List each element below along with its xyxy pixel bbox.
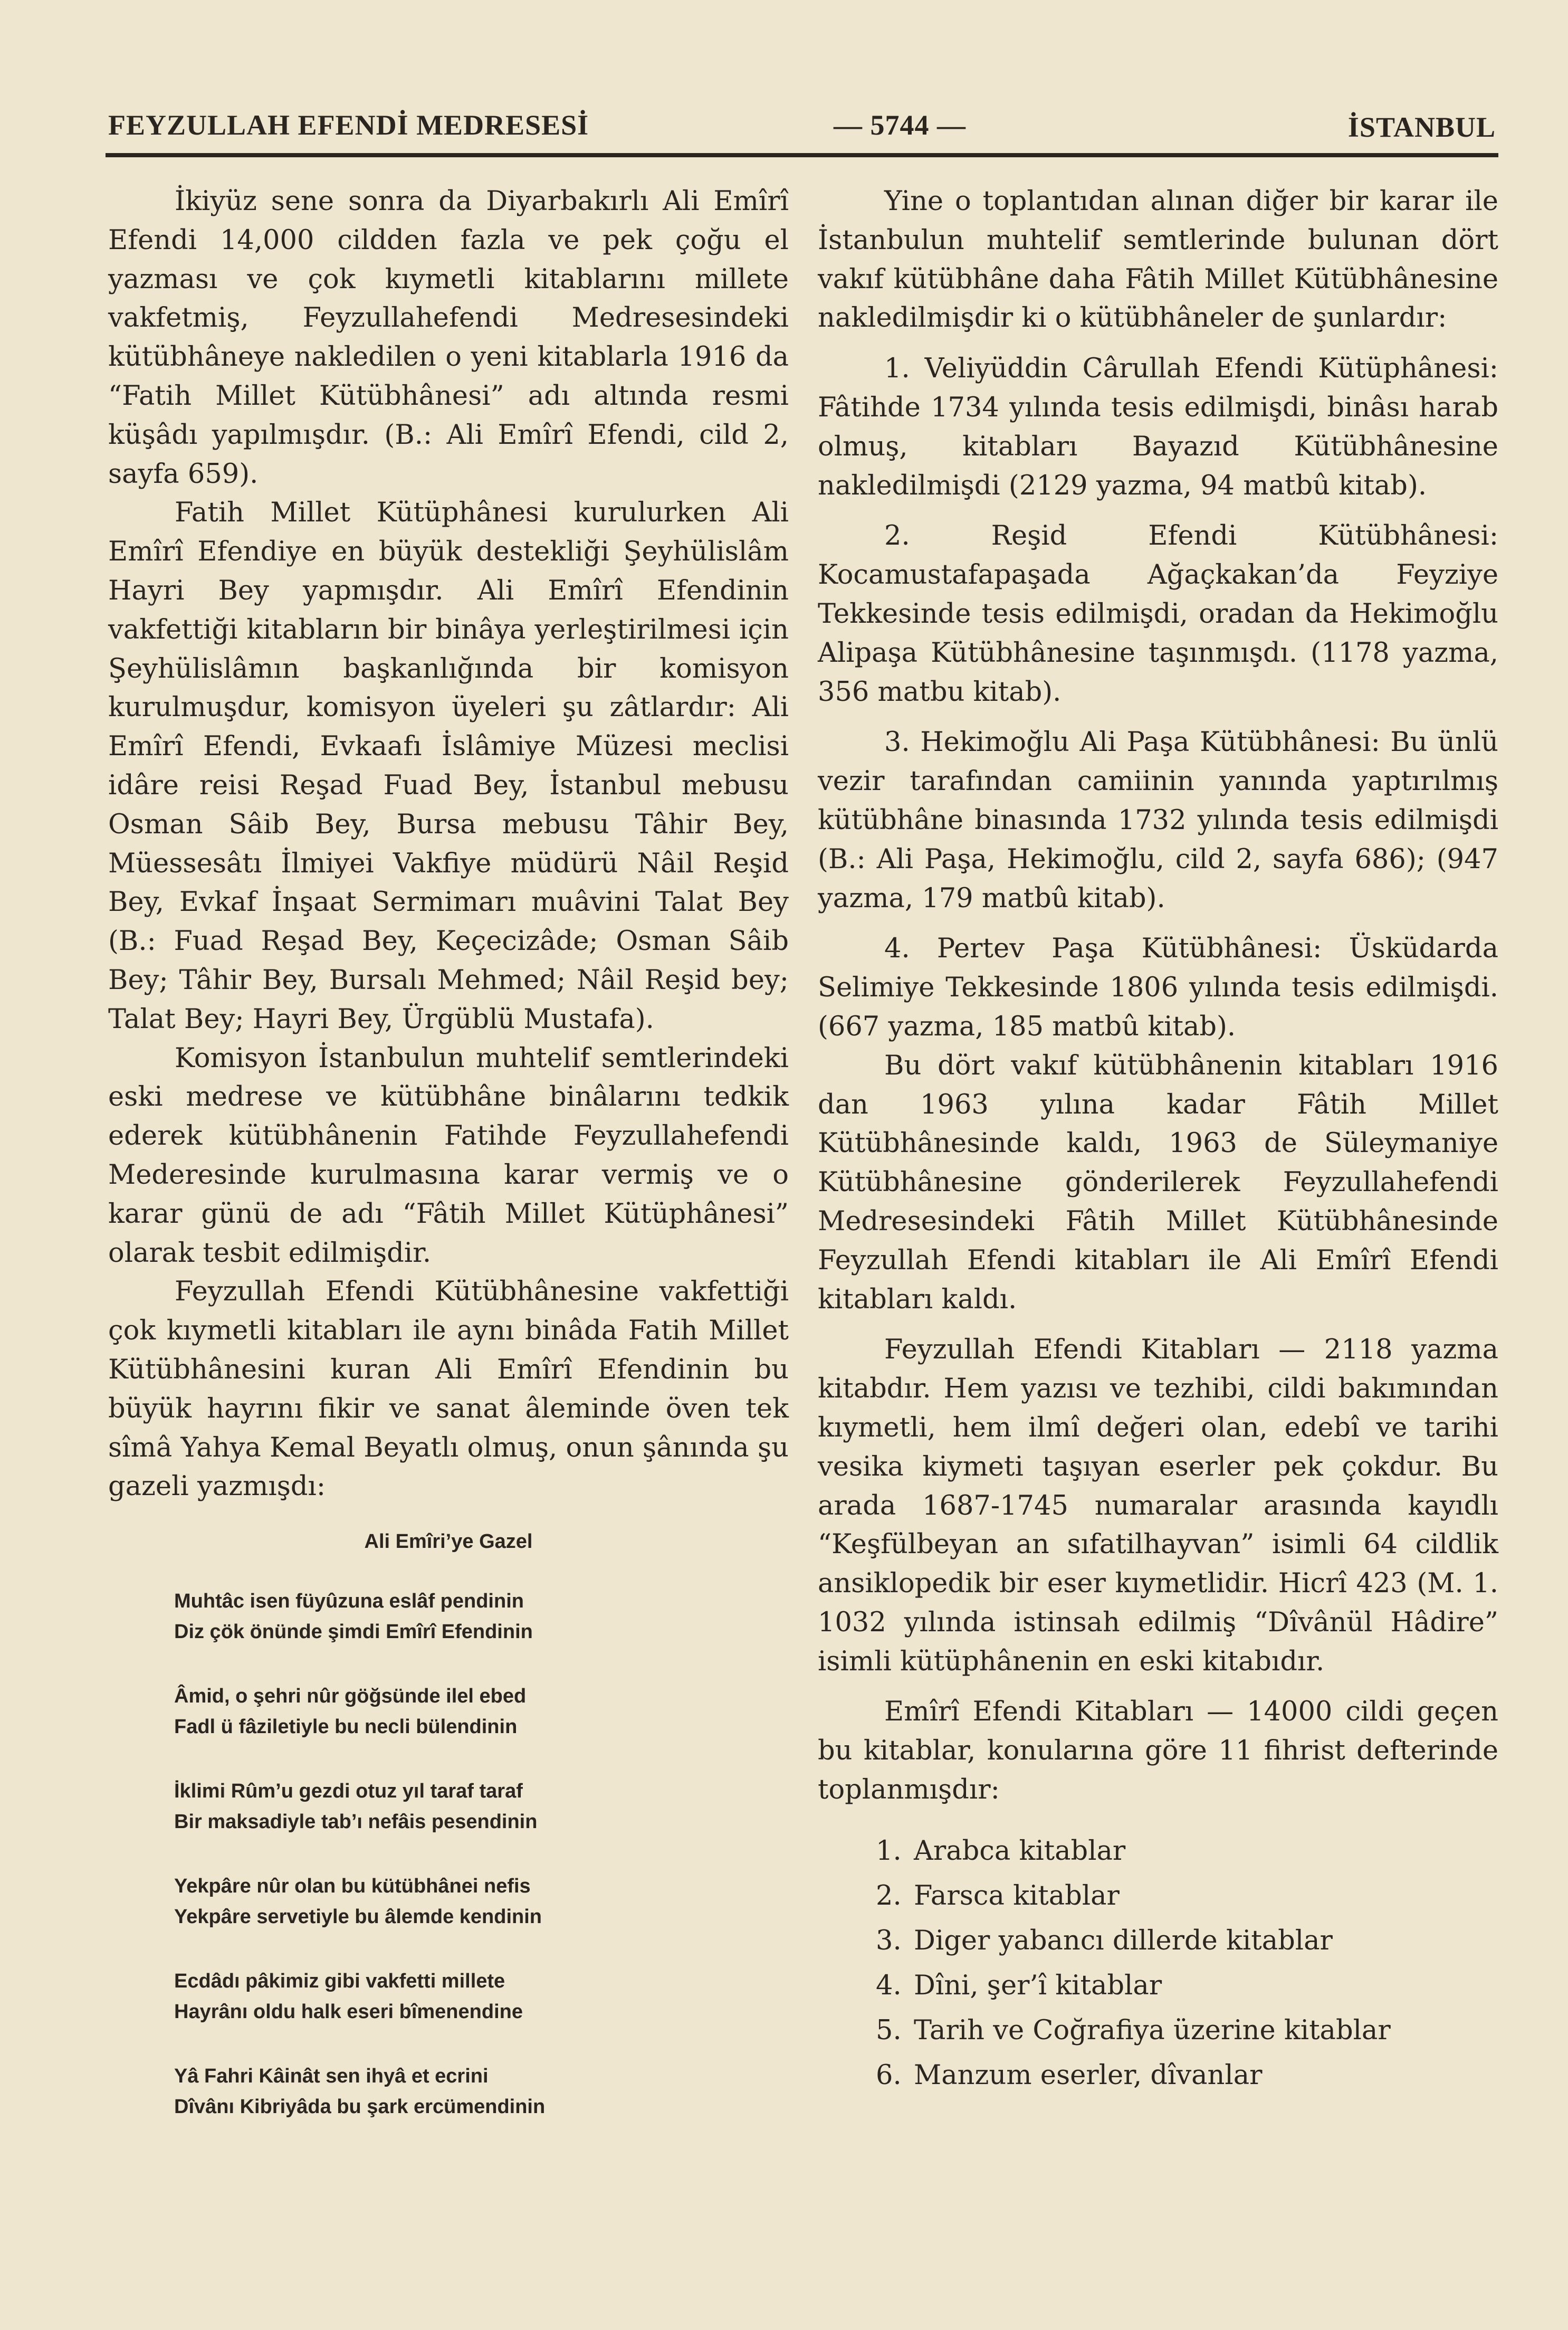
right-column xyxy=(818,182,1498,2098)
header-title: FEYZULLAH EFENDİ MEDRESESİ xyxy=(108,109,589,141)
list-text: Tarih ve Coğrafiya üzerine kitablar xyxy=(914,2014,1391,2046)
verse-line: Hayrânı oldu halk eseri bîmenendine xyxy=(174,2001,523,2023)
paragraph: Bu dört vakıf kütübhânenin kitabları 1916 dan 1963 yılına kadar Fâtih Millet Kütübhânesinde kaldı, 1963 de Süleymaniye Kütübhânesine gönderilerek Feyzullahefendi Medresesindeki Fâtih Millet Kütübhânesinde Feyzullah Efendi kitabları ile Ali Emîrî Efendi kitabları kaldı. xyxy=(818,1050,1498,1315)
list-number: 6. xyxy=(876,2059,902,2091)
verse-line: Fadl ü fâziletiyle bu necli bülendinin xyxy=(174,1716,518,1738)
couplet xyxy=(174,1776,789,1837)
header-rule xyxy=(106,153,1498,157)
poem xyxy=(108,1526,789,2122)
couplet xyxy=(174,1871,789,1932)
list-text: Farsca kitablar xyxy=(914,1880,1120,1911)
verse-line: İklimi Rûm’u gezdi otuz yıl taraf taraf xyxy=(174,1780,523,1803)
list-text: Manzum eserler, dîvanlar xyxy=(914,2059,1263,2091)
list-number: 4. xyxy=(876,1970,902,2001)
paragraph: Feyzullah Efendi Kütübhânesine vakfettiği çok kıymetli kitabları ile aynı binâda Fatih Millet Kütübhânesini kuran Ali Emîrî Efendinin bu büyük hayrını fikir ve sanat âleminde öven tek sîmâ Yahya Kemal Beyatlı olmuş, onun şânında şu gazeli yazmışdı: xyxy=(108,1276,789,1502)
list-item xyxy=(818,1918,1498,1963)
left-column xyxy=(108,182,789,2156)
poem-title: Ali Emîri’ye Gazel xyxy=(364,1530,533,1553)
paragraph: Emîrî Efendi Kitabları — 14000 cildi geçen bu kitablar, konularına göre 11 fihrist defterinde toplanmışdır: xyxy=(818,1696,1498,1806)
couplet xyxy=(174,1966,789,2027)
paragraph: Komisyon İstanbulun muhtelif semtlerindeki eski medrese ve kütübhâne binâlarını tedkik ederek kütübhânenin Fatihde Feyzullahefendi Mederesinde kurulmasına karar vermiş ve o karar günü de adı “Fâtih Millet Kütüphânesi” olarak tesbit edilmişdir. xyxy=(108,1042,789,1269)
verse-line: Ecdâdı pâkimiz gibi vakfetti millete xyxy=(174,1970,505,1993)
list-item xyxy=(818,1963,1498,2008)
library-entry: 4. Pertev Paşa Kütübhânesi: Üsküdarda Selimiye Tekkesinde 1806 yılında tesis edilmişdi. (667 yazma, 185 matbû kitab). xyxy=(818,933,1498,1042)
paragraph: Fatih Millet Kütüphânesi kurulurken Ali Emîrî Efendiye en büyük destekliği Şeyhülislâm Hayri Bey yapmışdır. Ali Emîrî Efendinin vakfettiği kitabların bir binâya yerleştirilmesi için Şeyhülislâmın başkanlığında bir komisyon kurulmuşdur, komisyon üyeleri şu zâtlardır: Ali Emîrî Efendi, Evkaafı İslâmiye Müzesi meclisi idâre reisi Reşad Fuad Bey, İstanbul mebusu Osman Sâib Bey, Bursa mebusu Tâhir Bey, Müessesâtı İlmiyei Vakfiye müdürü Nâil Reşid Bey, Evkaf İnşaat Sermimarı muâvini Talat Bey (B.: Fuad Reşad Bey, Keçecizâde; Osman Sâib Bey; Tâhir Bey, Bursalı Mehmed; Nâil Reşid bey; Talat Bey; Hayri Bey, Ürgüblü Mustafa). xyxy=(108,497,789,1035)
list-item xyxy=(818,2053,1498,2098)
library-entry: 1. Veliyüddin Cârullah Efendi Kütüphânesi: Fâtihde 1734 yılında tesis edilmişdi, binâsı harab olmuş, kitabları Bayazıd Kütübhânesine nakledilmişdi (2129 yazma, 94 matbû kitab). xyxy=(818,353,1498,501)
verse-line: Bir maksadiyle tab’ı nefâis pesendinin xyxy=(174,1811,538,1833)
verse-line: Diz çök önünde şimdi Emîrî Efendinin xyxy=(174,1621,533,1643)
header-section: İSTANBUL xyxy=(1347,111,1496,143)
couplet xyxy=(174,1681,789,1742)
paragraph: Feyzullah Efendi Kitabları — 2118 yazma kitabdır. Hem yazısı ve tezhibi, cildi bakımından kıymetli, hem ilmî değeri olan, edebî ve tarihi vesika kiymeti taşıyan eserler pek çokdur. Bu arada 1687-1745 numaralar arasında kayıdlı “Keşfülbeyan an sıfatilhayvan” isimli 64 cildlik ansiklopedik bir eser kıymetlidir. Hicrî 423 (M. 1. 1032 yılında istinsah edilmiş “Dîvânül Hâdire” isimli kütüphânenin en eski kitabıdır. xyxy=(818,1334,1498,1677)
page-number: — 5744 — xyxy=(834,109,966,141)
list-text: Dîni, şer’î kitablar xyxy=(914,1970,1162,2001)
couplet xyxy=(174,1586,789,1647)
verse-line: Yâ Fahri Kâinât sen ihyâ et ecrini xyxy=(174,2065,489,2088)
verse-line: Muhtâc isen füyûzuna eslâf pendinin xyxy=(174,1590,524,1613)
catalog-list xyxy=(818,1829,1498,2098)
library-entry: 2. Reşid Efendi Kütübhânesi: Kocamustafapaşada Ağaçkakan’da Feyziye Tekkesinde tesis edilmişdi, oradan da Hekimoğlu Alipaşa Kütübhânesine taşınmışdı. (1178 yazma, 356 matbu kitab). xyxy=(818,520,1498,708)
verse-line: Âmid, o şehri nûr göğsünde ilel ebed xyxy=(174,1685,527,1708)
list-text: Arabca kitablar xyxy=(914,1835,1126,1867)
verse-line: Dîvânı Kibriyâda bu şark ercümendinin xyxy=(174,2096,546,2118)
list-number: 3. xyxy=(876,1925,902,1956)
paragraph: İkiyüz sene sonra da Diyarbakırlı Ali Emîrî Efendi 14,000 cildden fazla ve pek çoğu el yazması ve çok kıymetli kitablarını millete vakfetmiş, Feyzullahefendi Medresesindeki kütübhâneye nakledilen o yeni kitablarla 1916 da “Fatih Millet Kütübhânesi” adı altında resmi küşâdı yapılmışdır. (B.: Ali Emîrî Efendi, cild 2, sayfa 659). xyxy=(108,186,789,490)
verse-line: Yekpâre nûr olan bu kütübhânei nefis xyxy=(174,1875,531,1898)
list-item xyxy=(818,1829,1498,1873)
couplet xyxy=(174,2061,789,2122)
list-text: Diger yabancı dillerde kitablar xyxy=(914,1925,1333,1956)
list-number: 1. xyxy=(876,1835,902,1867)
list-item xyxy=(818,2008,1498,2053)
list-item xyxy=(818,1873,1498,1918)
paragraph: Yine o toplantıdan alınan diğer bir karar ile İstanbulun muhtelif semtlerinde bulunan dört vakıf kütübhâne daha Fâtih Millet Kütübhânesine nakledilmişdir ki o kütübhâneler de şunlardır: xyxy=(818,186,1498,334)
running-header xyxy=(108,99,1496,147)
list-number: 5. xyxy=(876,2014,902,2046)
library-entry: 3. Hekimoğlu Ali Paşa Kütübhânesi: Bu ünlü vezir tarafından camiinin yanında yaptırılmış kütübhâne binasında 1732 yılında tesis edilmişdi (B.: Ali Paşa, Hekimoğlu, cild 2, sayfa 686); (947 yazma, 179 matbû kitab). xyxy=(818,727,1498,914)
list-number: 2. xyxy=(876,1880,902,1911)
verse-line: Yekpâre servetiyle bu âlemde kendinin xyxy=(174,1906,542,1928)
